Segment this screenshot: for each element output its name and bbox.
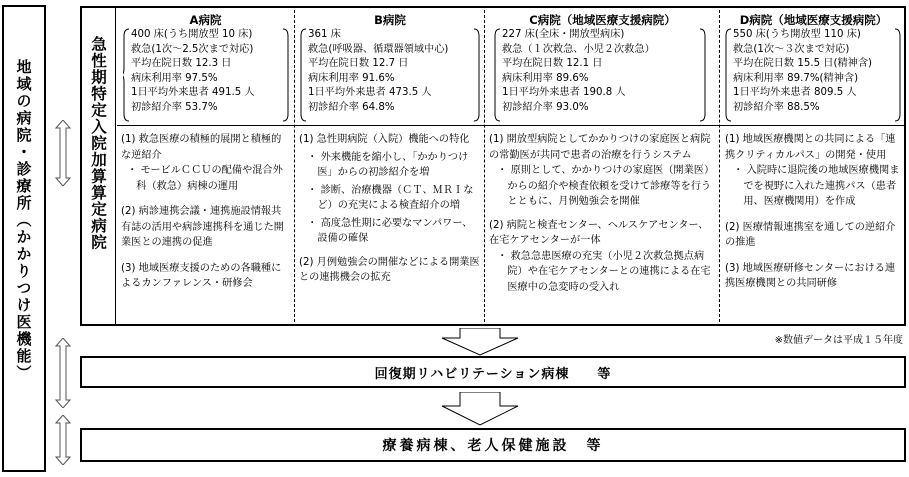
stat-occupancy: 病床利用率 97.5% [131, 72, 218, 84]
column-divider [294, 10, 295, 322]
down-arrow-icon [440, 392, 520, 426]
hospital-b-column [296, 8, 484, 324]
down-arrow-icon [440, 328, 520, 356]
rehab-ward-label: 回復期リハビリテーション病棟 等 [374, 366, 612, 382]
brace-left-icon [123, 28, 129, 122]
feature-item: (2) 病診連携会議・連携施設情報共有誌の活用や病診連携科を通じた開業医との連携の促進 [121, 206, 284, 248]
stat-emergency: 救急（１次救急、小児２次救急） [502, 43, 655, 55]
feature-item: (2) 月例勉強会の開催などによる開業医との連携機会の拡充 [299, 256, 480, 283]
stat-referral: 初診紹介率 88.5% [733, 101, 820, 113]
feature-subitem: ・ 原則として、かかりつけの家庭医（開業医）からの紹介や検査依頼を受けて診療等を行うとともに、月例勉強会を開催 [497, 165, 715, 207]
stat-stay: 平均在院日数 12.3 日 [131, 58, 232, 69]
stat-referral: 初診紹介率 93.0% [502, 101, 589, 113]
brace-left-icon [494, 28, 500, 122]
feature-item: (1) 開放型病院としてかかりつけの家庭医と病院の常勤医が共同で患者の治療を行うシステム [489, 134, 711, 161]
stat-emergency: 救急(1次〜2.5次まで対応) [131, 43, 254, 55]
brace-right-icon [895, 28, 901, 122]
hospital-features [489, 132, 715, 295]
feature-item: (3) 地域医療研修センターにおける連携医療機関との共同研修 [725, 262, 896, 289]
brace-left-icon [725, 28, 731, 122]
brace-right-icon [700, 28, 706, 122]
stat-stay: 平均在院日数 15.5 日(精神含) [733, 58, 872, 69]
stat-outpatients: 1日平均外来患者 491.5 人 [131, 87, 255, 98]
stat-emergency: 救急(1次〜３次まで対応) [733, 43, 850, 55]
double-arrow-icon [48, 120, 78, 186]
stat-outpatients: 1日平均外来患者 473.5 人 [308, 87, 432, 98]
hospital-c-column [486, 8, 719, 324]
hospital-name: D病院（地域医療支援病院） [739, 13, 888, 27]
hospital-features [725, 132, 903, 302]
stat-stay: 平均在院日数 12.1 日 [502, 58, 603, 69]
feature-item: (3) 地域医療支援のための各職種によるカンファレンス・研修会 [121, 262, 282, 289]
brace-right-icon [474, 28, 480, 122]
stat-beds: 227 床(全床・開放型病床) [502, 29, 625, 40]
stat-stay: 平均在院日数 12.7 日 [308, 58, 409, 69]
hospital-features [121, 132, 291, 302]
hospital-name: B病院 [374, 13, 406, 27]
stat-beds: 361 床 [308, 29, 341, 40]
left-label: 地域の病院・診療所（かかりつけ医機能） [14, 59, 33, 382]
hospital-features [299, 132, 481, 296]
stat-referral: 初診紹介率 53.7% [131, 101, 218, 113]
stat-occupancy: 病床利用率 89.7%(精神含) [733, 72, 859, 84]
feature-subitem: ・ 救急急患医療の充実（小児２次救急拠点病院）や在宅ケアセンターとの連携による在宅医療中の急変時の受入れ [497, 250, 711, 293]
long-term-care-box [80, 428, 906, 462]
feature-item: (1) 地域医療機関との共同による「連携クリティカルパス」の開発・使用 [725, 134, 896, 161]
brace-left-icon [300, 28, 306, 122]
feature-subitem: ・ モービルＣＣＵの配備や混合外科（救急）病棟の運用 [127, 165, 283, 192]
double-arrow-icon [48, 338, 78, 408]
hospital-stats [308, 28, 448, 115]
feature-item: (1) 急性期病院（入院）機能への特化 [299, 134, 470, 145]
feature-subitem: ・ 診断、治療機器（ＣＴ、ＭＲＩなど）の充実による検査紹介の増 [307, 184, 474, 211]
stat-outpatients: 1日平均外来患者 809.5 人 [733, 87, 857, 98]
stat-occupancy: 病床利用率 89.6% [502, 72, 589, 84]
feature-item: (2) 病院と検査センター、ヘルスケアセンター、在宅ケアセンターが一体 [489, 219, 709, 246]
hospital-stats [131, 28, 255, 115]
hospital-a-column [117, 8, 294, 324]
double-arrow-icon [48, 415, 78, 465]
column-divider [484, 10, 485, 322]
stat-beds: 550 床(うち開放型 110 床) [733, 29, 861, 40]
feature-subitem: ・ 入院時に退院後の地域医療機関までを視野に入れた連携パス（患者用、医療機関用）を作成 [733, 165, 900, 207]
feature-subitem: ・ 外来機能を縮小し、「かかりつけ医」からの初診紹介を増 [307, 151, 469, 178]
hospital-stats [733, 28, 872, 115]
feature-item: (2) 医療情報連携室を通しての逆紹介の推進 [725, 221, 896, 248]
hospital-name: A病院 [189, 13, 222, 27]
stat-beds: 400 床(うち開放型 10 床) [131, 29, 253, 40]
rehab-ward-box [80, 356, 906, 388]
hospital-d-column [721, 8, 906, 324]
stat-occupancy: 病床利用率 91.6% [308, 72, 395, 84]
data-note: ※数値データは平成１５年度 [774, 335, 903, 346]
main-title: 急性期特定入院加算算定病院 [89, 36, 107, 251]
hospital-stats [502, 28, 655, 115]
long-term-care-label: 療養病棟、老人保健施設 等 [382, 438, 604, 454]
left-label-box [2, 5, 46, 472]
hospital-name: C病院（地域医療支援病院） [529, 13, 676, 27]
acute-hospitals-box [80, 6, 906, 326]
feature-item: (1) 救急医療の積極的展開と積極的な逆紹介 [121, 134, 282, 161]
feature-subitem: ・ 高度急性期に必要なマンパワー、設備の確保 [307, 217, 473, 244]
stat-emergency: 救急(呼吸器、循環器領域中心) [308, 43, 449, 55]
brace-right-icon [283, 28, 289, 122]
title-column [82, 8, 116, 324]
column-divider [719, 10, 720, 322]
stat-outpatients: 1日平均外来患者 190.8 人 [502, 87, 626, 98]
stat-referral: 初診紹介率 64.8% [308, 101, 395, 113]
